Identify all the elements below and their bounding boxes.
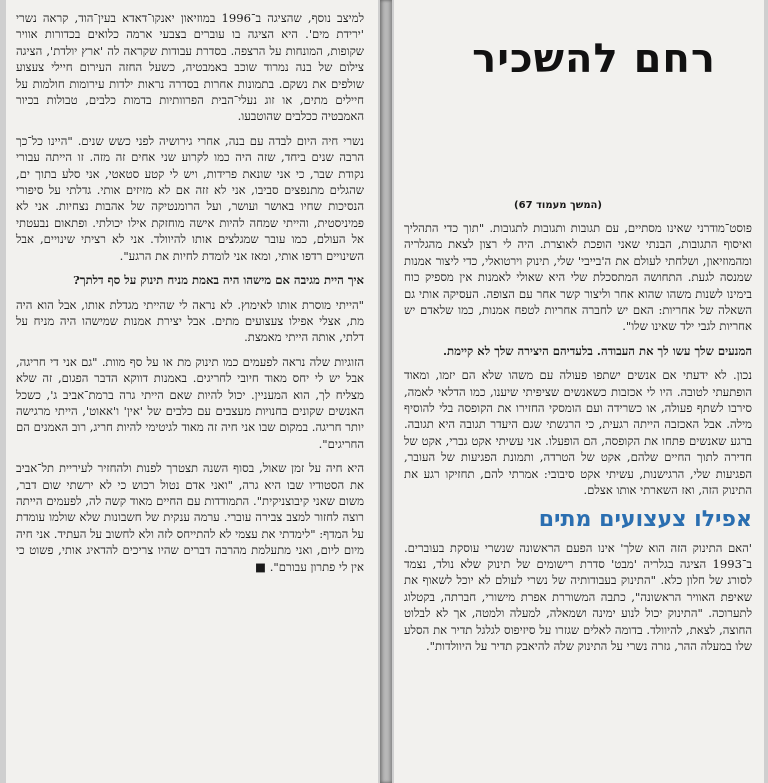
left-paragraph-4: הזוגיות שלה נראה לפעמים כמו תינוק מת או על סף מוות. "גם אני די חריגה, אבל יש לי יחס מאוד חיובי לחריגים. באמנות דווקא הדבר הפגום, זה שלא מצליח לך, הוא המעניין. יכול להיות שאם הייתי גרה ברמת־אביב ג', כשכל האנשים שקונים בחנויות מעצבים עם כלבים של 'אין' ו'אאוט', הייתי מרגישה יותר חריגה. במקום שבו אני חיה זה מאוד לגיטימי להיות חריג, רוב האמנים הם החריגים". [16,354,364,451]
subheading: אפילו צעצועים מתים [538,506,752,532]
left-paragraph-5-text: היא חיה על זמן שאול, בסוף השנה תצטרך לפנות ולהחזיר לעיריית תל־אביב את הסטודיו שבו היא גרה, "ואני אדם נטול רכוש כי לא ירשתי שום דבר, משום שאני קיבוצניקית". התמודדות עם החיים מאוד קשה לה, לפעמים הייתה רוצה לחזור למצב צבירה עוברי. ערמה ענקית של חשבונות שלא שולמו עומדת על המדף: "לימדתי את עצמי לא להתייחס לזה ולא לחשוב על העתיד. אני חיה מיום ליום, ואני מתעלמת מהרבה דברים שהיו צריכים להדאיג אותי, פשוט כי אין לי פתרון עבורם". [16,461,364,574]
left-paragraph-1: למיצב נוסף, שהציגה ב־1996 במוזיאון יאנקו־דאדא בעין־הוד, קראה נשרי 'ירידת מים'. היא הציגה בו עוברים בצבעי ארמה כלואים בכדורות אוויר שקופות, המונחות על הרצפה. בסדרת עבודות שקראה לה 'ארץ יולדת', הציגה צילום של בנה נמרוד שוכב באמבטיה, כשעל החזה העירום חיילי צעצוע שולפים את נשקם. בתמונות אחרות בסדרה נראות ילדות עירומות חולמות על חיילים מתים, או זוג נעלי־הבית הפרוותיות בדמות כלבים, טבולות בכיור האמבטיה ככלבים שהוטבעו. [16,11,364,124]
page-fold-gutter [380,0,392,783]
interview-question-2: המנעים שלך עשו לך את העבודה. בלעדיהם היצירה שלך לא קיימת. [442,343,752,358]
right-paragraph-1: פוסט־מודרני שאינו מסתיים, עם תגובות ותגובות לתגובות. "תוך כדי התהליך ואיסוף התגובות, הבנתי שאני הופכת לאוצרת. היה לי רצון לצאת מהגלריה ומהמוזיאון, ושלחתי לעולם את ה'בייבי' שלי, תינוק וירטואלי, כדי ליצור אמנות שמנסה לגעת. התחושה המתסכלת שלי היא שאולי לאמנות אין מספיק כוח בימינו לשנות משהו שהוא אחר וליצור קשר אחר עם הצופה. העסיקה אותי גם השאלה של אחריות: האם יש לחברה אחריות לטפח אמנות, כמו שלאדם יש אחריות לגבי ילד שאינו שלו". [404,221,752,334]
right-paragraph-3: 'האם התינוק הזה הוא שלך' אינו הפעם הראשונה שנשרי עוסקת בעוברים. ב־1993 הציגה בגלריה 'מבט' סדרת רישומים של תינוק שלא נולד, נצמד לסורג של חלון כלא. "התינוק בעבודותיה של נשרי לעולם לא יוכל לשאוף את שאיפת האוויר הראשונה", כתבה המשוררת אפרת מישורי, חברתה, בקטלוג לתערוכה. "התינוק יכול לנוע ימינה ושמאלה, למעלה ולמטה, אך לא לבלוט החוצה, לצאת, להיוולד. בדומה לאלים שגזרו על סיזיפוס לגלגל תדיר את הסלע שלו במעלה ההר, גזרה נשרי על התינוק שלה להיאבק תדיר על היוולדות". [404,540,752,653]
end-of-article-mark: ■ [255,559,267,574]
headline: רחם להשכיר [472,36,716,82]
left-paragraph-2: נשרי חיה היום לבדה עם בנה, אחרי גירושיה לפני כשש שנים. "היינו כל־כך הרבה שנים ביחד, שזה היה כמו לקרוע שני אחים זה מזה. זו הייתה עבורי נקודת שבר, כי אני שונאת פרידות, ויש לי קטע סטאטי, אני סלע בתוך ים, שהגלים מתנפצים סביבו, אני לא זזה אם לא מזיזים אותי. גדלתי על סיפורי הנסיכות שחיו באושר ועושר, ועל הרומנטיקה של אהבות נצחיות. אני לא פמיניסטית, והייתי שמחה להיות אישה מוחזקת אילו יכולתי. ופתאום נבעטתי אל העולם, כמו עובר שמגלצים אותו להיוולד. אני לא רציתי שינויים, אבל השינויים רדפו אותי, ומאז אני לומדת לחיות את הרגע". [16,133,364,263]
left-paragraph-5 [16,460,364,575]
continued-from-label: (המשך מעמוד 67) [514,200,602,211]
right-column [394,0,764,783]
right-paragraph-2: נכון. לא ידעתי אם אנשים ישתפו פעולה עם משהו שלא הם יזמו, ומאוד הופתעתי לטובה. היו לי אכזבות כשאנשים שציפיתי שיענו, כמו הדלאי לאמה, סירבו לשתף פעולה, או כשרידה ועם הומסקי החזירו את הקופסה בלי להוסיף מילה. אבל האכזבה הייתה רגעית, כי הרגשתי שגם היעדר תגובה היא תגובה. ברגע שאנשים פתחו את הקופסה, הם הופעלו. אני עשיתי אקט גברי, אקט של חדירה לתוך החיים שלהם, אקט של הטרדה, ותמונת הפגיעות של העובר, הפגיעות שלי, הרגישנות, עשיתי אקט סיבובי: אמרתי להם, תחזיקו רגע את התינוק הזה, ואז השארתי אותו אצלם. [404,368,752,498]
left-column [6,0,378,783]
headline-area [404,0,752,220]
left-paragraph-3: "הייתי מוסרת אותו לאימוץ. לא נראה לי שהייתי מגדלת אותו, אבל הוא היה מת, אצלי אפילו צעצועים מתים. אבל יצירת אמנות שמישהו היה מניח על דלתי, אותה הייתי מאמצת. [16,297,364,345]
interview-question-1: איך היית מגיבה אם מישהו היה באמת מניח תינוק על סף דלתך? [73,273,364,288]
